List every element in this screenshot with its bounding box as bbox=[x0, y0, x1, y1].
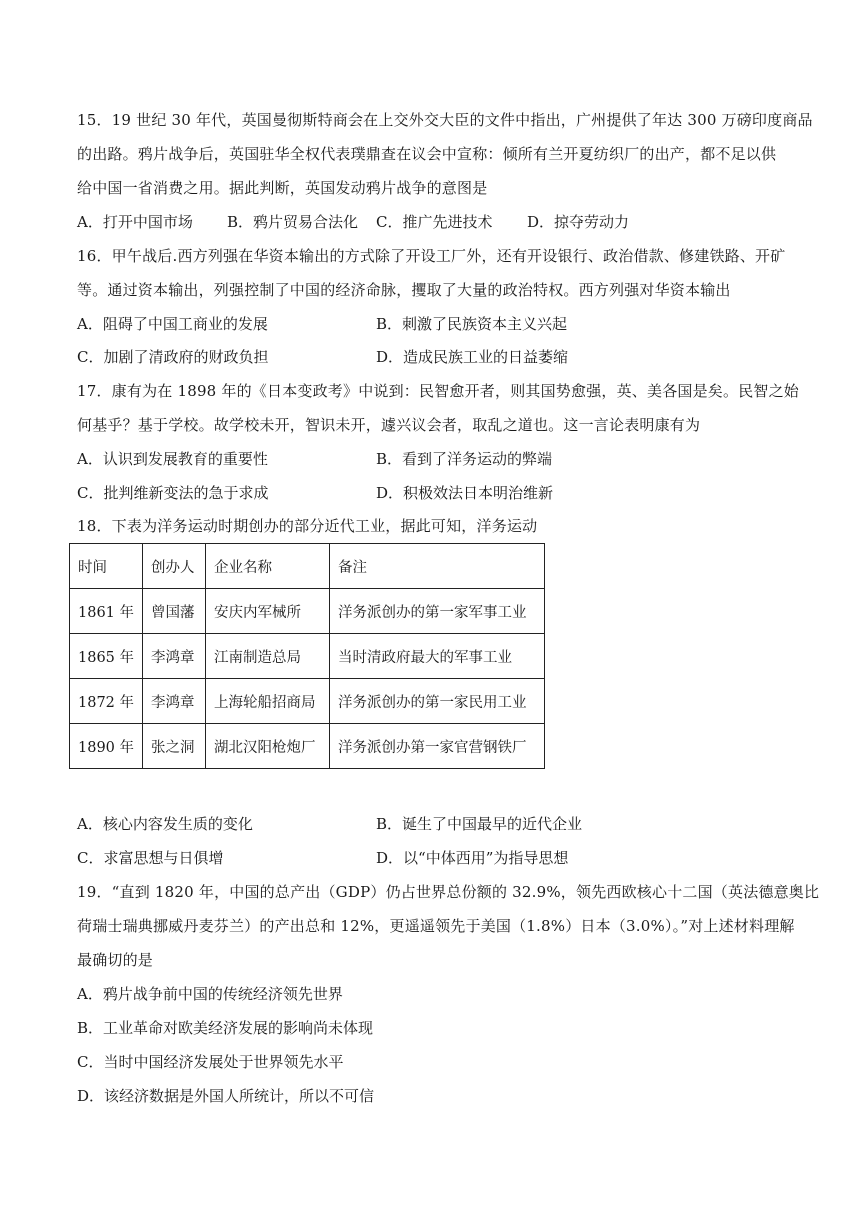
q17-option-a: A．认识到发展教育的重要性 bbox=[77, 450, 268, 468]
q15-option-c: C．推广先进技术 bbox=[376, 213, 493, 231]
table-cell: 洋务派创办第一家官营钢铁厂 bbox=[330, 724, 545, 769]
q17-stem-line-2: 何基乎？基于学校。故学校未开，智识未开，遽兴议会者，取乱之道也。这一言论表明康有为 bbox=[77, 416, 701, 434]
table-header-cell: 企业名称 bbox=[206, 544, 330, 589]
table-cell: 洋务派创办的第一家军事工业 bbox=[330, 589, 545, 634]
q16-option-b: B．刺激了民族资本主义兴起 bbox=[376, 315, 568, 333]
table-cell: 李鸿章 bbox=[143, 634, 206, 679]
q17-option-d: D．积极效法日本明治维新 bbox=[376, 484, 554, 502]
q16-option-a: A．阻碍了中国工商业的发展 bbox=[77, 315, 268, 333]
table-cell: 张之洞 bbox=[143, 724, 206, 769]
q15-stem-line-1: 15．19 世纪 30 年代，英国曼彻斯特商会在上交外交大臣的文件中指出，广州提供了年达 300 万磅印度商品 bbox=[77, 111, 813, 129]
table-row bbox=[70, 634, 545, 679]
table-cell: 洋务派创办的第一家民用工业 bbox=[330, 679, 545, 724]
q17-option-b: B．看到了洋务运动的弊端 bbox=[376, 450, 553, 468]
table-cell: 上海轮船招商局 bbox=[206, 679, 330, 724]
table-cell: 安庆内军械所 bbox=[206, 589, 330, 634]
q16-option-c: C．加剧了清政府的财政负担 bbox=[77, 348, 269, 366]
q18-option-b: B．诞生了中国最早的近代企业 bbox=[376, 815, 583, 833]
q19-stem-line-1: 19．“直到 1820 年，中国的总产出（GDP）仍占世界总份额的 32.9%，领先西欧核心十二国（英法德意奥比 bbox=[77, 883, 820, 901]
table-header-cell: 备注 bbox=[330, 544, 545, 589]
table-cell: 曾国藩 bbox=[143, 589, 206, 634]
q15-stem-line-3: 给中国一省消费之用。据此判断，英国发动鸦片战争的意图是 bbox=[77, 179, 488, 197]
q19-option-c: C．当时中国经济发展处于世界领先水平 bbox=[77, 1053, 344, 1071]
table-cell: 当时清政府最大的军事工业 bbox=[330, 634, 545, 679]
table-cell: 1872 年 bbox=[70, 679, 143, 724]
table-cell: 1865 年 bbox=[70, 634, 143, 679]
industry-table bbox=[69, 543, 545, 769]
q18-option-a: A．核心内容发生质的变化 bbox=[77, 815, 253, 833]
q15-stem-line-2: 的出路。鸦片战争后，英国驻华全权代表璞鼎查在议会中宣称：倾所有兰开夏纺织厂的出产，都不足以供 bbox=[77, 145, 777, 163]
table-row bbox=[70, 679, 545, 724]
table-cell: 江南制造总局 bbox=[206, 634, 330, 679]
q19-option-a: A．鸦片战争前中国的传统经济领先世界 bbox=[77, 985, 343, 1003]
q16-stem-line-2: 等。通过资本输出，列强控制了中国的经济命脉，攫取了大量的政治特权。西方列强对华资本输出 bbox=[77, 281, 731, 299]
table-cell: 湖北汉阳枪炮厂 bbox=[206, 724, 330, 769]
q19-option-b: B．工业革命对欧美经济发展的影响尚未体现 bbox=[77, 1019, 374, 1037]
table-header-cell: 创办人 bbox=[143, 544, 206, 589]
table-cell: 1890 年 bbox=[70, 724, 143, 769]
q18-option-c: C．求富思想与日俱增 bbox=[77, 849, 224, 867]
table-cell: 1861 年 bbox=[70, 589, 143, 634]
table-cell: 李鸿章 bbox=[143, 679, 206, 724]
q15-option-d: D．掠夺劳动力 bbox=[527, 213, 630, 231]
q15-option-a: A．打开中国市场 bbox=[77, 213, 193, 231]
q19-stem-line-2: 荷瑞士瑞典挪威丹麦芬兰）的产出总和 12%，更遥遥领先于美国（1.8%）日本（3.0%）。”对上述材料理解 bbox=[77, 917, 795, 935]
q18-stem-line-1: 18．下表为洋务运动时期创办的部分近代工业，据此可知，洋务运动 bbox=[77, 517, 538, 535]
q15-option-b: B．鸦片贸易合法化 bbox=[227, 213, 359, 231]
q19-stem-line-3: 最确切的是 bbox=[77, 951, 154, 969]
table-header-cell: 时间 bbox=[70, 544, 143, 589]
q17-stem-line-1: 17．康有为在 1898 年的《日本变政考》中说到：民智愈开者，则其国势愈强，英、美各国是矣。民智之始 bbox=[77, 382, 800, 400]
q18-option-d: D．以“中体西用”为指导思想 bbox=[376, 849, 569, 867]
q17-option-c: C．批判维新变法的急于求成 bbox=[77, 484, 269, 502]
table-row bbox=[70, 589, 545, 634]
table-header-row bbox=[70, 544, 545, 589]
table-row bbox=[70, 724, 545, 769]
q16-stem-line-1: 16．甲午战后.西方列强在华资本输出的方式除了开设工厂外，还有开设银行、政治借款、修建铁路、开矿 bbox=[77, 247, 786, 265]
q16-option-d: D．造成民族工业的日益萎缩 bbox=[376, 348, 569, 366]
q19-option-d: D．该经济数据是外国人所统计，所以不可信 bbox=[77, 1087, 375, 1105]
